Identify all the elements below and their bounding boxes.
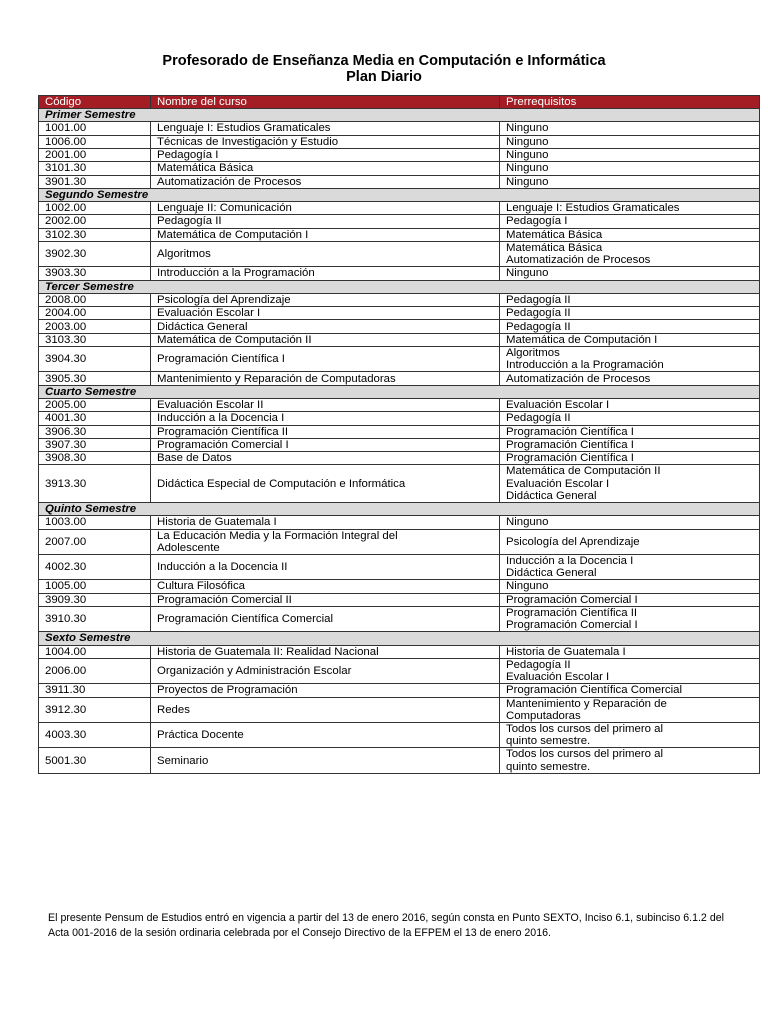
course-name-cell	[151, 697, 500, 722]
semester-header-row	[39, 280, 760, 293]
course-name-line: Evaluación Escolar I	[157, 307, 261, 320]
course-name-cell	[151, 202, 500, 215]
course-code: 4001.30	[39, 412, 151, 425]
semester-header-row	[39, 503, 760, 516]
course-prerequisite-line: Matemática Básica	[506, 241, 603, 254]
title-line-2: Plan Diario	[346, 69, 422, 85]
column-header-course-name: Nombre del curso	[151, 96, 500, 109]
course-prerequisite-cell	[500, 684, 760, 697]
table-header-row	[39, 96, 760, 109]
course-prerequisite-line: Pedagogía II	[506, 320, 571, 333]
course-prerequisite-line: Matemática Básica	[506, 228, 603, 241]
table-row	[39, 175, 760, 188]
course-prerequisite-line: Automatización de Procesos	[506, 254, 651, 267]
course-name-line: Seminario	[157, 754, 209, 767]
course-prerequisite-line: Ninguno	[506, 122, 549, 135]
course-prerequisite-cell	[500, 333, 760, 346]
table-row	[39, 697, 760, 722]
course-prerequisite-line: Matemática de Computación I	[506, 333, 658, 346]
table-row	[39, 425, 760, 438]
course-code: 2008.00	[39, 293, 151, 306]
course-code: 3909.30	[39, 593, 151, 606]
course-name-cell	[151, 606, 500, 631]
course-table	[38, 95, 760, 774]
course-name-cell	[151, 412, 500, 425]
table-row	[39, 267, 760, 280]
course-prerequisite-line: Psicología del Aprendizaje	[506, 535, 640, 548]
table-row	[39, 372, 760, 385]
course-code: 3902.30	[39, 241, 151, 266]
course-prerequisite-line: Evaluación Escolar I	[506, 671, 610, 684]
course-code: 3906.30	[39, 425, 151, 438]
course-name-cell	[151, 398, 500, 411]
course-name-cell	[151, 465, 500, 503]
course-prerequisite-line: quinto semestre.	[506, 735, 591, 748]
course-prerequisite-line: Computadoras	[506, 709, 581, 722]
semester-title: Quinto Semestre	[39, 503, 760, 516]
course-prerequisite-line: Evaluación Escolar I	[506, 399, 610, 412]
table-row	[39, 684, 760, 697]
course-name-cell	[151, 293, 500, 306]
semester-title: Primer Semestre	[39, 109, 760, 122]
table-row	[39, 398, 760, 411]
table-row	[39, 412, 760, 425]
course-code: 4002.30	[39, 554, 151, 579]
table-row	[39, 452, 760, 465]
course-prerequisite-cell	[500, 149, 760, 162]
course-prerequisite-line: Ninguno	[506, 135, 549, 148]
course-prerequisite-cell	[500, 320, 760, 333]
course-prerequisite-cell	[500, 412, 760, 425]
course-name-line: Algoritmos	[157, 248, 211, 261]
course-name-line: Base de Datos	[157, 452, 232, 465]
course-code: 5001.30	[39, 748, 151, 773]
course-code: 3912.30	[39, 697, 151, 722]
course-prerequisite-line: Pedagogía II	[506, 412, 571, 425]
course-prerequisite-cell	[500, 162, 760, 175]
table-row	[39, 606, 760, 631]
column-header-prerequisites: Prerrequisitos	[500, 96, 760, 109]
footer-note: El presente Pensum de Estudios entró en vigencia a partir del 13 de enero 2016, según consta en Punto SEXTO, Inciso 6.1, subinciso 6.1.2 del Acta 001-2016 de la sesión ordinaria celebrada por el Consejo Directivo de la EFPEM el 13 de enero 2016.	[48, 912, 724, 940]
course-name-cell	[151, 554, 500, 579]
course-prerequisite-cell	[500, 228, 760, 241]
course-prerequisite-line: Programación Científica I	[506, 425, 634, 438]
course-prerequisite-line: quinto semestre.	[506, 760, 591, 773]
course-code: 3903.30	[39, 267, 151, 280]
course-prerequisite-cell	[500, 135, 760, 148]
title-line-1: Profesorado de Enseñanza Media en Computación e Informática	[162, 53, 606, 69]
column-header-code: Código	[39, 96, 151, 109]
course-prerequisite-cell	[500, 398, 760, 411]
semester-header-row	[39, 632, 760, 645]
course-prerequisite-line: Matemática de Computación II	[506, 465, 661, 478]
course-prerequisite-line: Algoritmos	[506, 347, 560, 360]
course-name-cell	[151, 658, 500, 683]
course-code: 3911.30	[39, 684, 151, 697]
course-prerequisite-line: Pedagogía I	[506, 215, 568, 228]
table-row	[39, 293, 760, 306]
table-row	[39, 465, 760, 503]
course-code: 3910.30	[39, 606, 151, 631]
course-code: 3102.30	[39, 228, 151, 241]
course-prerequisite-cell	[500, 452, 760, 465]
course-prerequisite-line: Mantenimiento y Reparación de	[506, 697, 667, 710]
course-prerequisite-line: Evaluación Escolar I	[506, 477, 610, 490]
course-name-cell	[151, 267, 500, 280]
table-row	[39, 516, 760, 529]
course-name-cell	[151, 122, 500, 135]
course-prerequisite-line: Programación Científica I	[506, 438, 634, 451]
table-row	[39, 241, 760, 266]
course-name-line: Matemática Básica	[157, 162, 254, 175]
course-prerequisite-cell	[500, 697, 760, 722]
table-row	[39, 554, 760, 579]
course-name-line: Proyectos de Programación	[157, 684, 298, 697]
course-name-cell	[151, 529, 500, 554]
course-name-cell	[151, 580, 500, 593]
course-name-line: Programación Comercial II	[157, 593, 292, 606]
course-code: 1004.00	[39, 645, 151, 658]
course-name-cell	[151, 241, 500, 266]
course-name-line: Técnicas de Investigación y Estudio	[157, 135, 339, 148]
course-name-line: Cultura Filosófica	[157, 580, 245, 593]
course-prerequisite-line: Ninguno	[506, 149, 549, 162]
course-prerequisite-line: Programación Comercial I	[506, 593, 638, 606]
course-prerequisite-line: Ninguno	[506, 516, 549, 529]
document-title	[0, 53, 768, 85]
course-name-line: Matemática de Computación II	[157, 333, 312, 346]
course-name-line: La Educación Media y la Formación Integral del	[157, 529, 398, 542]
course-name-cell	[151, 516, 500, 529]
course-prerequisite-cell	[500, 645, 760, 658]
course-prerequisite-cell	[500, 347, 760, 372]
course-name-cell	[151, 135, 500, 148]
course-code: 3908.30	[39, 452, 151, 465]
course-prerequisite-line: Pedagogía II	[506, 293, 571, 306]
course-code: 2001.00	[39, 149, 151, 162]
course-name-line: Didáctica Especial de Computación e Informática	[157, 477, 406, 490]
course-name-cell	[151, 149, 500, 162]
course-prerequisite-cell	[500, 307, 760, 320]
course-prerequisite-line: Ninguno	[506, 175, 549, 188]
course-name-cell	[151, 438, 500, 451]
table-row	[39, 202, 760, 215]
course-prerequisite-cell	[500, 529, 760, 554]
table-row	[39, 149, 760, 162]
table-row	[39, 580, 760, 593]
course-name-cell	[151, 425, 500, 438]
course-prerequisite-cell	[500, 293, 760, 306]
course-name-line: Adolescente	[157, 541, 220, 554]
course-name-line: Organización y Administración Escolar	[157, 664, 352, 677]
course-name-line: Redes	[157, 703, 190, 716]
course-prerequisite-cell	[500, 580, 760, 593]
course-name-cell	[151, 684, 500, 697]
table-row	[39, 529, 760, 554]
course-code: 3904.30	[39, 347, 151, 372]
course-prerequisite-cell	[500, 241, 760, 266]
course-code: 2002.00	[39, 215, 151, 228]
course-name-cell	[151, 593, 500, 606]
course-prerequisite-cell	[500, 425, 760, 438]
course-code: 3101.30	[39, 162, 151, 175]
course-code: 2006.00	[39, 658, 151, 683]
course-name-cell	[151, 372, 500, 385]
course-name-cell	[151, 333, 500, 346]
course-prerequisite-line: Programación Científica I	[506, 452, 634, 465]
course-prerequisite-line: Lenguaje I: Estudios Gramaticales	[506, 202, 680, 215]
course-prerequisite-cell	[500, 122, 760, 135]
course-name-line: Programación Científica Comercial	[157, 613, 333, 626]
course-code: 3913.30	[39, 465, 151, 503]
table-row	[39, 593, 760, 606]
course-prerequisite-line: Pedagogía II	[506, 307, 571, 320]
course-code: 1003.00	[39, 516, 151, 529]
table-row	[39, 347, 760, 372]
course-prerequisite-cell	[500, 438, 760, 451]
course-name-cell	[151, 162, 500, 175]
course-prerequisite-line: Ninguno	[506, 267, 549, 280]
semester-header-row	[39, 188, 760, 201]
table-row	[39, 215, 760, 228]
course-name-line: Didáctica General	[157, 320, 248, 333]
semester-header-row	[39, 385, 760, 398]
table-row	[39, 122, 760, 135]
course-prerequisite-cell	[500, 267, 760, 280]
table-row	[39, 438, 760, 451]
course-code: 3103.30	[39, 333, 151, 346]
course-name-cell	[151, 320, 500, 333]
course-name-line: Lenguaje I: Estudios Gramaticales	[157, 122, 331, 135]
table-row	[39, 135, 760, 148]
course-name-line: Programación Científica I	[157, 353, 285, 366]
course-code: 1001.00	[39, 122, 151, 135]
course-prerequisite-cell	[500, 723, 760, 748]
course-code: 2007.00	[39, 529, 151, 554]
course-prerequisite-line: Ninguno	[506, 162, 549, 175]
course-prerequisite-cell	[500, 465, 760, 503]
semester-header-row	[39, 109, 760, 122]
table-row	[39, 645, 760, 658]
course-prerequisite-line: Inducción a la Docencia I	[506, 554, 634, 567]
course-name-line: Historia de Guatemala I	[157, 516, 277, 529]
course-prerequisite-line: Programación Comercial I	[506, 619, 638, 632]
table-row	[39, 307, 760, 320]
course-name-cell	[151, 645, 500, 658]
course-prerequisite-cell	[500, 658, 760, 683]
course-prerequisite-line: Didáctica General	[506, 567, 597, 580]
table-row	[39, 162, 760, 175]
semester-title: Segundo Semestre	[39, 188, 760, 201]
course-code: 4003.30	[39, 723, 151, 748]
table-row	[39, 228, 760, 241]
table-row	[39, 748, 760, 773]
semester-title: Sexto Semestre	[39, 632, 760, 645]
semester-title: Tercer Semestre	[39, 280, 760, 293]
course-name-cell	[151, 307, 500, 320]
course-code: 2004.00	[39, 307, 151, 320]
course-prerequisite-cell	[500, 593, 760, 606]
course-code: 1005.00	[39, 580, 151, 593]
course-prerequisite-line: Programación Científica Comercial	[506, 684, 682, 697]
course-name-line: Matemática de Computación I	[157, 228, 309, 241]
course-prerequisite-cell	[500, 606, 760, 631]
table-row	[39, 320, 760, 333]
course-prerequisite-line: Pedagogía II	[506, 658, 571, 671]
course-name-line: Inducción a la Docencia I	[157, 412, 285, 425]
course-name-cell	[151, 175, 500, 188]
course-name-cell	[151, 723, 500, 748]
course-code: 1002.00	[39, 202, 151, 215]
course-name-line: Psicología del Aprendizaje	[157, 293, 291, 306]
course-name-line: Evaluación Escolar II	[157, 399, 264, 412]
course-prerequisite-cell	[500, 554, 760, 579]
course-name-cell	[151, 347, 500, 372]
table-row	[39, 333, 760, 346]
course-code: 3905.30	[39, 372, 151, 385]
course-name-cell	[151, 452, 500, 465]
table-body	[39, 109, 760, 774]
course-name-line: Programación Comercial I	[157, 438, 289, 451]
course-name-line: Historia de Guatemala II: Realidad Nacional	[157, 645, 379, 658]
course-prerequisite-cell	[500, 202, 760, 215]
table-row	[39, 723, 760, 748]
table-row	[39, 658, 760, 683]
course-name-line: Inducción a la Docencia II	[157, 561, 288, 574]
course-name-line: Programación Científica II	[157, 425, 289, 438]
course-prerequisite-cell	[500, 748, 760, 773]
course-prerequisite-line: Historia de Guatemala I	[506, 645, 626, 658]
course-name-cell	[151, 748, 500, 773]
course-name-cell	[151, 228, 500, 241]
course-code: 3901.30	[39, 175, 151, 188]
semester-title: Cuarto Semestre	[39, 385, 760, 398]
course-code: 1006.00	[39, 135, 151, 148]
course-code: 3907.30	[39, 438, 151, 451]
course-prerequisite-line: Introducción a la Programación	[506, 359, 664, 372]
course-name-line: Pedagogía II	[157, 215, 222, 228]
course-code: 2003.00	[39, 320, 151, 333]
course-name-line: Pedagogía I	[157, 149, 219, 162]
course-prerequisite-cell	[500, 372, 760, 385]
course-code: 2005.00	[39, 398, 151, 411]
course-name-line: Introducción a la Programación	[157, 267, 315, 280]
course-name-line: Lenguaje II: Comunicación	[157, 202, 292, 215]
course-prerequisite-cell	[500, 516, 760, 529]
course-prerequisite-line: Ninguno	[506, 580, 549, 593]
course-prerequisite-line: Didáctica General	[506, 489, 597, 502]
course-name-line: Mantenimiento y Reparación de Computadoras	[157, 372, 396, 385]
course-name-line: Automatización de Procesos	[157, 175, 302, 188]
course-prerequisite-line: Programación Científica II	[506, 606, 638, 619]
course-prerequisite-cell	[500, 175, 760, 188]
course-prerequisite-cell	[500, 215, 760, 228]
course-name-line: Práctica Docente	[157, 729, 244, 742]
course-prerequisite-line: Todos los cursos del primero al	[506, 748, 664, 761]
course-prerequisite-line: Todos los cursos del primero al	[506, 723, 664, 735]
course-name-cell	[151, 215, 500, 228]
course-prerequisite-line: Automatización de Procesos	[506, 372, 651, 385]
